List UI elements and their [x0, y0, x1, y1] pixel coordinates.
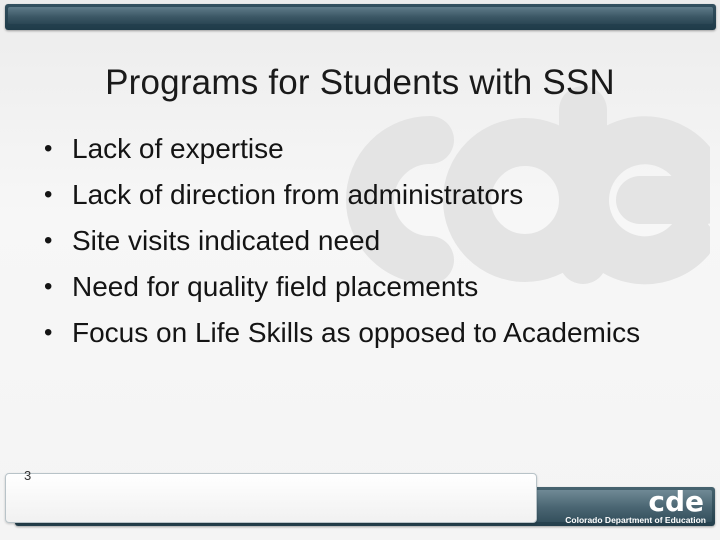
bullet-item [44, 315, 644, 351]
page-number-panel [5, 473, 537, 523]
bullet-text: Need for quality field placements [72, 271, 479, 302]
page-number: 3 [24, 468, 32, 483]
bullet-item [44, 223, 644, 259]
bullet-list [44, 131, 644, 361]
cde-logo [558, 485, 710, 525]
bullet-text: Lack of direction from administrators [72, 179, 524, 210]
bullet-dot-icon: • [44, 273, 53, 300]
top-decorative-bar [5, 4, 716, 30]
bullet-item [44, 131, 644, 167]
logo-mark: cde [648, 485, 704, 518]
bullet-item [44, 177, 644, 213]
bullet-item [44, 269, 644, 305]
bullet-dot-icon: • [44, 227, 53, 254]
logo-text: Colorado Department of Education [565, 515, 706, 525]
bullet-dot-icon: • [44, 135, 53, 162]
bullet-dot-icon: • [44, 319, 53, 346]
bullet-text: Lack of expertise [72, 133, 284, 164]
bullet-dot-icon: • [44, 181, 53, 208]
bullet-text: Site visits indicated need [72, 225, 381, 256]
slide-title: Programs for Students with SSN [105, 63, 615, 102]
bullet-text: Focus on Life Skills as opposed to Academics [72, 317, 641, 348]
